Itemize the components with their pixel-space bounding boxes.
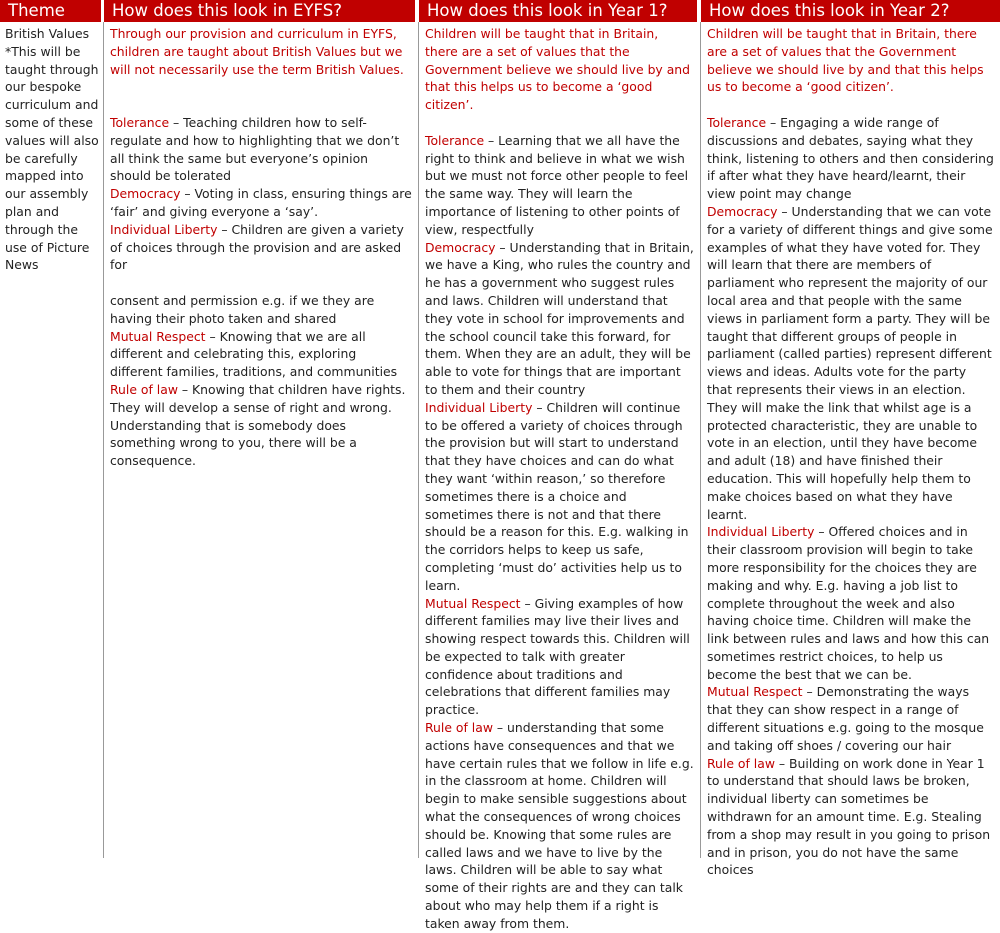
democracy-text: – Voting in class, ensuring things are ‘fair’ and giving everyone a ‘say’. bbox=[110, 186, 412, 219]
year1-header: How does this look in Year 1? bbox=[419, 0, 697, 22]
year1-intro: Children will be taught that in Britain, there are a set of values that the Government believe we should live by and that this helps us to become a ‘good citizen’. bbox=[425, 26, 691, 113]
year2-tolerance bbox=[707, 114, 994, 203]
tolerance-label: Tolerance bbox=[110, 114, 170, 130]
theme-column bbox=[0, 0, 103, 866]
theme-header: Theme bbox=[0, 0, 101, 22]
democracy-label: Democracy bbox=[707, 203, 778, 219]
democracy-text: – Understanding that in Britain, we have a King, who rules the country and he has a government who suggest rules and laws. Children will understand that they vote in school for improvements and the school council take this forward, for them. When they are an adult, they will be able to vote for things that are important to them and their country bbox=[425, 239, 694, 397]
eyfs-law bbox=[110, 381, 412, 470]
year2-law bbox=[707, 755, 994, 880]
year1-law bbox=[425, 719, 694, 933]
law-label: Rule of law bbox=[110, 381, 178, 397]
law-label: Rule of law bbox=[425, 720, 493, 736]
theme-text: British Values *This will be taught through our bespoke curriculum and some of these values will also be carefully mapped into our assembly plan and through the use of Picture News bbox=[5, 26, 99, 273]
tolerance-label: Tolerance bbox=[707, 114, 767, 130]
eyfs-tolerance bbox=[110, 114, 412, 185]
year1-democracy bbox=[425, 239, 694, 399]
tolerance-label: Tolerance bbox=[425, 132, 485, 148]
year1-column bbox=[419, 0, 700, 931]
eyfs-intro: Through our provision and curriculum in EYFS, children are taught about British Values but we will not necessarily use the term British Values. bbox=[110, 26, 404, 77]
year2-respect bbox=[707, 683, 994, 754]
law-text: – Building on work done in Year 1 to understand that should laws be broken, individual liberty can sometimes be withdrawn for an amount time. E.g. Stealing from a shop may result in you going to prison and in prison, you do not have the same choices bbox=[707, 755, 991, 878]
year2-liberty bbox=[707, 523, 994, 683]
eyfs-column bbox=[104, 0, 418, 866]
year2-column bbox=[701, 0, 1000, 878]
liberty-label: Individual Liberty bbox=[707, 524, 815, 540]
law-text: – understanding that some actions have consequences and that we have certain rules that we follow in life e.g. in the classroom at home. Children will begin to make sensible suggestions about what the consequences of wrong choices should be. Knowing that some rules are called laws and we have to live by the laws. Children will be able to say what some of their rights are and they can talk about who may help them if a right is taken away from them. bbox=[425, 720, 694, 931]
year1-respect bbox=[425, 595, 694, 720]
eyfs-liberty-continued: consent and permission e.g. if we they are having their photo taken and shared bbox=[110, 292, 375, 326]
tolerance-text: – Teaching children how to self-regulate and how to highlighting that we don’t all think the same but everyone’s opinion should be tolerated bbox=[110, 114, 400, 184]
year2-democracy bbox=[707, 203, 994, 523]
eyfs-democracy bbox=[110, 185, 412, 221]
respect-label: Mutual Respect bbox=[110, 328, 206, 344]
respect-text: – Giving examples of how different families may live their lives and showing respect towards this. Children will be expected to talk with greater confidence about traditions and celebrations that different families may practice. bbox=[425, 595, 690, 718]
year1-liberty bbox=[425, 399, 694, 595]
tolerance-text: – Learning that we all have the right to think and believe in what we wish but we must not force other people to feel the same way. They will learn the importance of listening to other points of view, respectfully bbox=[425, 132, 689, 237]
democracy-text: – Understanding that we can vote for a variety of different things and give some examples of what they have voted for. They will learn that there are members of parliament who represent the majority of our local area and that people with the same views in parliament form a party. They will be taught that different groups of people in parliament (called parties) represent different views and ideas. Adults vote for the party that represents their views in an election. They will make the link that whilst age is a protected characteristic, they are unable to vote in an election, until they have become and adult (18) and have finished their education. This will hopefully help them to make choices based on what they have learnt. bbox=[707, 203, 993, 522]
liberty-label: Individual Liberty bbox=[110, 221, 218, 237]
democracy-label: Democracy bbox=[110, 186, 181, 202]
year1-tolerance bbox=[425, 132, 694, 239]
law-text: – Knowing that children have rights. They will develop a sense of right and wrong. Understanding that is somebody does something wrong to you, there will be a consequence. bbox=[110, 381, 406, 469]
liberty-text: – Children are given a variety of choices through the provision and are asked for bbox=[110, 221, 404, 273]
respect-text: – Demonstrating the ways that they can show respect in a range of different situations e.g. going to the mosque and taking off shoes / covering our hair bbox=[707, 684, 984, 753]
respect-label: Mutual Respect bbox=[707, 684, 803, 700]
year2-header: How does this look in Year 2? bbox=[701, 0, 1000, 22]
eyfs-liberty bbox=[110, 221, 412, 274]
eyfs-respect bbox=[110, 328, 412, 381]
tolerance-text: – Engaging a wide range of discussions and debates, saying what they think, listening to others and then considering if after what they have heard/learnt, their view point may change bbox=[707, 114, 994, 202]
year2-intro: Children will be taught that in Britain, there are a set of values that the Government believe we should live by and that this helps us to become a ‘good citizen’. bbox=[707, 26, 984, 95]
liberty-text: – Children will continue to be offered a variety of choices through the provision but will start to understand that they have choices and can do what they want ‘within reason,’ so therefore sometimes there is a choice and sometimes there is not and that there should be a reason for this. E.g. walking in the corridors helps to keep us safe, completing ‘must do’ activities help us to learn. bbox=[425, 399, 689, 593]
liberty-label: Individual Liberty bbox=[425, 399, 533, 415]
liberty-text: – Offered choices and in their classroom provision will begin to take more responsibility for the choices they are making and why. E.g. having a job list to complete throughout the week and also having choice time. Children will make the link between rules and laws and how this can sometimes restrict choices, to help us become the best that we can be. bbox=[707, 524, 990, 682]
eyfs-header: How does this look in EYFS? bbox=[104, 0, 415, 22]
respect-text: – Knowing that we are all different and celebrating this, exploring different families, traditions, and communities bbox=[110, 328, 398, 380]
respect-label: Mutual Respect bbox=[425, 595, 521, 611]
law-label: Rule of law bbox=[707, 755, 775, 771]
democracy-label: Democracy bbox=[425, 239, 496, 255]
